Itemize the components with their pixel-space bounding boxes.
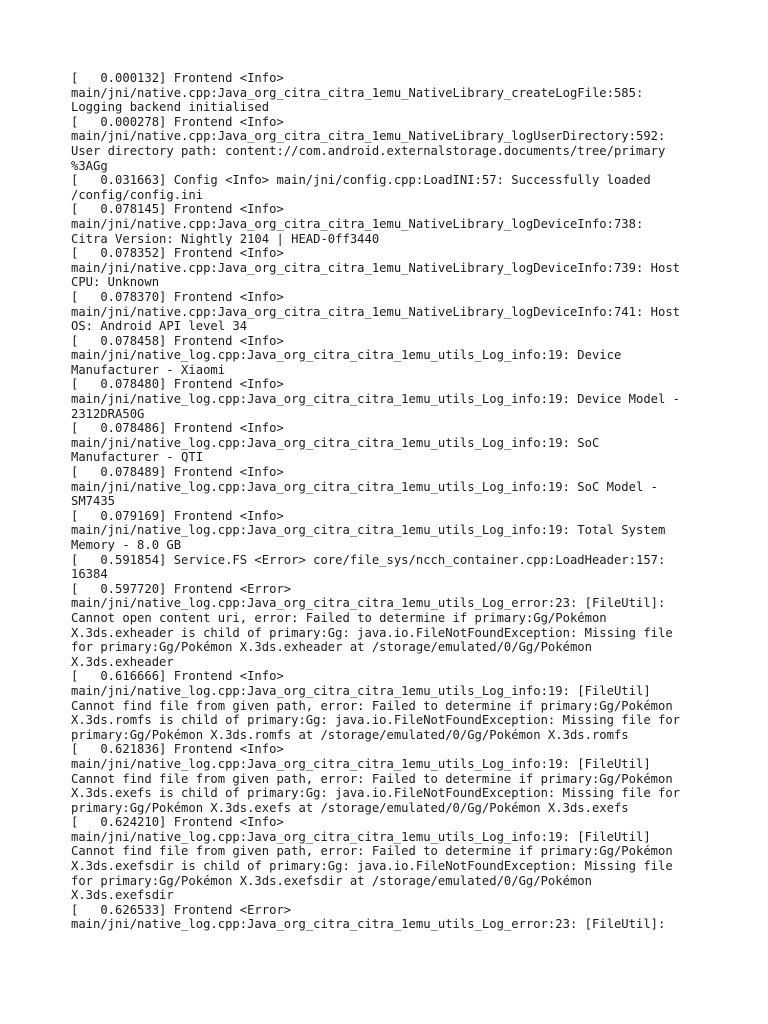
log-line: for primary:Gg/Pokémon X.3ds.exefsdir at /storage/emulated/0/Gg/Pokémon bbox=[71, 873, 592, 888]
log-line: X.3ds.exefsdir is child of primary:Gg: java.io.FileNotFoundException: Missing file bbox=[71, 859, 673, 874]
log-line: primary:Gg/Pokémon X.3ds.romfs at /storage/emulated/0/Gg/Pokémon X.3ds.romfs bbox=[71, 727, 629, 742]
log-line: main/jni/native.cpp:Java_org_citra_citra_1emu_NativeLibrary_logDeviceInfo:738: bbox=[71, 216, 644, 231]
log-line: X.3ds.exefs is child of primary:Gg: java.io.FileNotFoundException: Missing file for bbox=[71, 786, 681, 801]
log-line: Citra Version: Nightly 2104 | HEAD-0ff3440 bbox=[71, 231, 380, 246]
log-line: [ 0.621836] Frontend <Info> bbox=[71, 742, 284, 757]
log-line: X.3ds.exheader is child of primary:Gg: java.io.FileNotFoundException: Missing file bbox=[71, 625, 673, 640]
log-line: main/jni/native.cpp:Java_org_citra_citra_1emu_NativeLibrary_logDeviceInfo:741: Host bbox=[71, 304, 681, 319]
log-line: main/jni/native_log.cpp:Java_org_citra_citra_1emu_utils_Log_info:19: [FileUtil] bbox=[71, 756, 651, 771]
log-line: [ 0.078486] Frontend <Info> bbox=[71, 421, 284, 436]
log-line: Manufacturer - Xiaomi bbox=[71, 362, 226, 377]
log-line: [ 0.079169] Frontend <Info> bbox=[71, 508, 284, 523]
log-line: Cannot find file from given path, error: Failed to determine if primary:Gg/Pokémon bbox=[71, 698, 673, 713]
log-line: [ 0.078145] Frontend <Info> bbox=[71, 202, 284, 217]
log-document bbox=[71, 71, 711, 932]
log-line: main/jni/native_log.cpp:Java_org_citra_citra_1emu_utils_Log_info:19: SoC Model - bbox=[71, 479, 658, 494]
log-line: X.3ds.exefsdir bbox=[71, 888, 174, 903]
log-line: %3AGg bbox=[71, 158, 108, 173]
log-line: [ 0.000278] Frontend <Info> bbox=[71, 114, 284, 129]
log-line: OS: Android API level 34 bbox=[71, 319, 248, 334]
log-line: main/jni/native.cpp:Java_org_citra_citra_1emu_NativeLibrary_logUserDirectory:592: bbox=[71, 129, 666, 144]
log-line: Memory - 8.0 GB bbox=[71, 538, 182, 552]
log-line: CPU: Unknown bbox=[71, 275, 160, 290]
log-line: main/jni/native_log.cpp:Java_org_citra_citra_1emu_utils_Log_info:19: Device bbox=[71, 348, 622, 363]
log-line: [ 0.624210] Frontend <Info> bbox=[71, 815, 284, 830]
log-line: Cannot open content uri, error: Failed to determine if primary:Gg/Pokémon bbox=[71, 610, 607, 625]
log-line: main/jni/native_log.cpp:Java_org_citra_citra_1emu_utils_Log_info:19: [FileUtil] bbox=[71, 829, 651, 844]
log-line: X.3ds.exheader bbox=[71, 654, 174, 669]
log-line: main/jni/native_log.cpp:Java_org_citra_citra_1emu_utils_Log_info:19: SoC bbox=[71, 435, 600, 450]
log-line: Cannot find file from given path, error: Failed to determine if primary:Gg/Pokémon bbox=[71, 771, 673, 786]
log-line: [ 0.078370] Frontend <Info> bbox=[71, 289, 284, 304]
log-line: [ 0.031663] Config <Info> main/jni/config.cpp:LoadINI:57: Successfully loaded bbox=[71, 173, 651, 188]
log-line: main/jni/native_log.cpp:Java_org_citra_citra_1emu_utils_Log_info:19: Device Model - bbox=[71, 392, 681, 407]
log-line: [ 0.078458] Frontend <Info> bbox=[71, 333, 284, 348]
log-line: User directory path: content://com.android.externalstorage.documents/tree/primary bbox=[71, 143, 666, 158]
log-line: main/jni/native.cpp:Java_org_citra_citra_1emu_NativeLibrary_logDeviceInfo:739: Host bbox=[71, 260, 681, 275]
log-line: Cannot find file from given path, error: Failed to determine if primary:Gg/Pokémon bbox=[71, 844, 673, 859]
log-line: SM7435 bbox=[71, 494, 116, 509]
log-line: [ 0.616666] Frontend <Info> bbox=[71, 669, 284, 684]
log-line: main/jni/native_log.cpp:Java_org_citra_citra_1emu_utils_Log_info:19: [FileUtil] bbox=[71, 683, 651, 698]
log-line: /config/config.ini bbox=[71, 187, 204, 202]
log-line: main/jni/native_log.cpp:Java_org_citra_citra_1emu_utils_Log_error:23: [FileUtil]: bbox=[71, 596, 666, 611]
log-line: 16384 bbox=[71, 567, 108, 582]
log-line: Manufacturer - QTI bbox=[71, 450, 204, 465]
log-line: X.3ds.romfs is child of primary:Gg: java.io.FileNotFoundException: Missing file for bbox=[71, 713, 681, 728]
log-line: [ 0.078352] Frontend <Info> bbox=[71, 246, 284, 261]
log-line: primary:Gg/Pokémon X.3ds.exefs at /storage/emulated/0/Gg/Pokémon X.3ds.exefs bbox=[71, 800, 629, 815]
log-line: [ 0.000132] Frontend <Info> bbox=[71, 71, 284, 85]
log-line: [ 0.078480] Frontend <Info> bbox=[71, 377, 284, 392]
log-line: main/jni/native.cpp:Java_org_citra_citra_1emu_NativeLibrary_createLogFile:585: bbox=[71, 85, 644, 100]
log-line: 2312DRA50G bbox=[71, 406, 145, 421]
log-line: main/jni/native_log.cpp:Java_org_citra_citra_1emu_utils_Log_info:19: Total System bbox=[71, 523, 666, 538]
log-line: [ 0.626533] Frontend <Error> bbox=[71, 902, 292, 917]
log-line: [ 0.597720] Frontend <Error> bbox=[71, 581, 292, 596]
log-line: for primary:Gg/Pokémon X.3ds.exheader at /storage/emulated/0/Gg/Pokémon bbox=[71, 640, 592, 655]
log-line: Logging backend initialised bbox=[71, 100, 270, 115]
log-line: main/jni/native_log.cpp:Java_org_citra_citra_1emu_utils_Log_error:23: [FileUtil]: bbox=[71, 917, 666, 932]
log-line: [ 0.591854] Service.FS <Error> core/file_sys/ncch_container.cpp:LoadHeader:157: bbox=[71, 552, 666, 567]
log-line: [ 0.078489] Frontend <Info> bbox=[71, 465, 284, 480]
